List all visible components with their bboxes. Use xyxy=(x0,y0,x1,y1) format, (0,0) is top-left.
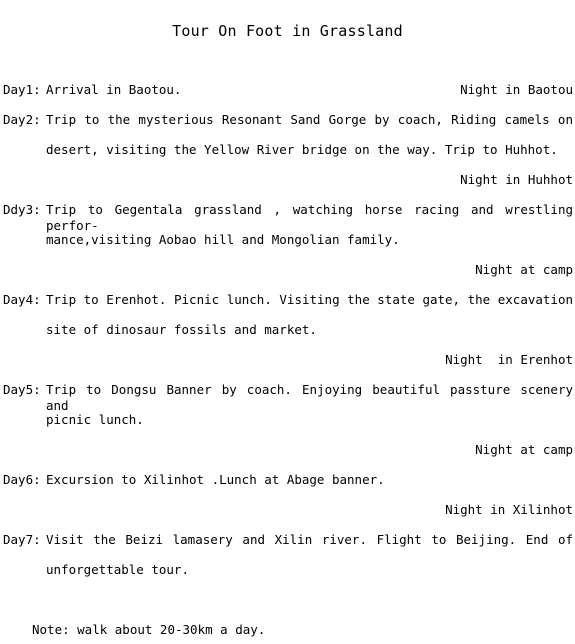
day4-text-line1: Trip to Erenhot. Picnic lunch. Visiting the state gate, the excavation xyxy=(46,292,573,307)
day4-text-line2: site of dinosaur fossils and market. xyxy=(46,322,317,337)
day5-label: Day5: xyxy=(3,382,41,397)
day6-night: Night in Xilinhot xyxy=(445,502,573,517)
day6-text-line1: Excursion to Xilinhot .Lunch at Abage banner. xyxy=(46,472,385,487)
page-title: Tour On Foot in Grassland xyxy=(172,22,403,40)
day5-night: Night at camp xyxy=(475,442,573,457)
day2-night: Night in Huhhot xyxy=(460,172,573,187)
day3-night: Night at camp xyxy=(475,262,573,277)
day5-text-line2: picnic lunch. xyxy=(46,412,144,427)
day7-label: Day7: xyxy=(3,532,41,547)
day2-text-line1: Trip to the mysterious Resonant Sand Gorge by coach, Riding camels on xyxy=(46,112,573,127)
day1-night: Night in Baotou xyxy=(460,82,573,97)
day3-text-line2: mance,visiting Aobao hill and Mongolian family. xyxy=(46,232,400,247)
day6-label: Day6: xyxy=(3,472,41,487)
day1-text-line1: Arrival in Baotou. xyxy=(46,82,182,97)
day7-text-line2: unforgettable tour. xyxy=(46,562,189,577)
note-text: Note: walk about 20-30km a day. xyxy=(32,622,266,637)
day2-label: Day2: xyxy=(3,112,41,127)
day1-label: Day1: xyxy=(3,82,41,97)
day4-label: Day4: xyxy=(3,292,41,307)
day3-label: Ddy3: xyxy=(3,202,41,217)
day2-text-line2: desert, visiting the Yellow River bridge on the way. Trip to Huhhot. xyxy=(46,142,558,157)
day3-text-line1: Trip to Gegentala grassland , watching horse racing and wrestling perfor- xyxy=(46,202,573,233)
day5-text-line1: Trip to Dongsu Banner by coach. Enjoying beautiful passture scenery and xyxy=(46,382,573,413)
day7-text-line1: Visit the Beizi lamasery and Xilin river. Flight to Beijing. End of xyxy=(46,532,573,547)
day4-night: Night in Erenhot xyxy=(445,352,573,367)
